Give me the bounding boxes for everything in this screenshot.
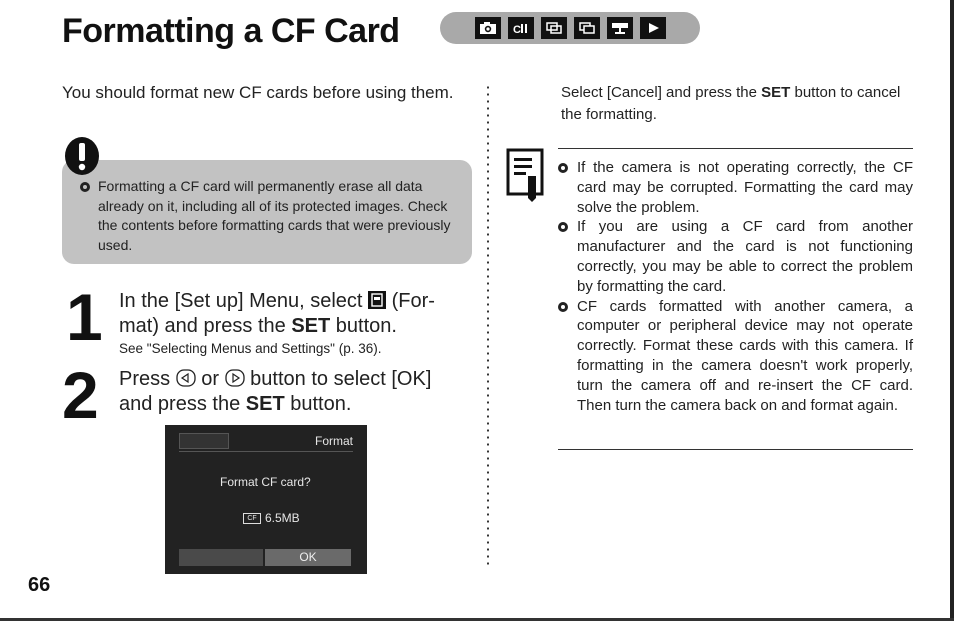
set-button-label: SET (245, 393, 285, 415)
note-item (558, 158, 913, 217)
bullet-icon (80, 182, 90, 192)
caution-text (80, 177, 462, 255)
lcd-screen-illustration (165, 425, 367, 574)
left-arrow-button-icon (176, 369, 196, 387)
page-edge-right (950, 0, 954, 621)
lcd-capacity: 6.5MB (265, 511, 300, 525)
step-1-text (119, 289, 479, 339)
lcd-menu-tabs (179, 433, 229, 449)
note-text: CF cards formatted with another camera, a computer or peripheral device may not operate correctly. Format these cards with this camera. If formatting in the camera doesn't work properly, turn the camera off and re-insert the CF card. Then turn the camera back on and format again. (577, 297, 913, 414)
step-2-text-a: Press (119, 368, 171, 390)
cancel-instruction-a: Select [Cancel] and press the (561, 84, 757, 101)
step-1-text-a: In the [Set up] Menu, select (119, 290, 363, 312)
page-number: 66 (28, 574, 51, 596)
step-2-text-b: or (201, 368, 220, 390)
step-2-text-c: button to select [OK] (250, 368, 432, 390)
note-item (558, 217, 913, 296)
step-2-number: 2 (62, 358, 99, 432)
note-text: If you are using a CF card from another manufacturer and the card is not functioning correctly, you may be able to correct the problem by formatting the card. (577, 218, 913, 295)
step-1-text-b: (For- (391, 290, 435, 312)
right-arrow-button-icon (225, 369, 245, 387)
cancel-instruction (561, 82, 921, 126)
page-title: Formatting a CF Card (62, 12, 400, 50)
column-divider (487, 84, 489, 568)
step-1-number: 1 (66, 280, 103, 354)
svg-text:C: C (512, 24, 521, 35)
notes-list (558, 158, 913, 415)
step-1-text-c: mat) and press the (119, 315, 286, 337)
stitch-assist-icon (541, 17, 567, 39)
cancel-instruction-b: button to cancel the formatting. (561, 84, 901, 123)
set-button-label: SET (291, 315, 331, 337)
note-item (558, 297, 913, 416)
caution-icon (62, 134, 102, 178)
set-button-label: SET (761, 84, 791, 101)
lcd-capacity-row (243, 511, 300, 525)
format-menu-icon (368, 291, 386, 309)
play-icon (640, 17, 666, 39)
lcd-question: Format CF card? (220, 475, 311, 489)
camera-icon (475, 17, 501, 39)
intro-text: You should format new CF cards before using them. (62, 83, 454, 102)
step-2-text (119, 367, 479, 417)
step-1-reference: See "Selecting Menus and Settings" (p. 36). (119, 341, 382, 356)
step-2-text-d: and press the (119, 393, 241, 415)
lcd-divider (179, 451, 353, 452)
note-text: If the camera is not operating correctly, the CF card may be corrupted. Formatting the card may solve the problem. (577, 159, 913, 216)
notes-bottom-rule (558, 449, 913, 450)
lcd-ok-button: OK (265, 549, 351, 566)
custom-mode-icon (508, 17, 534, 39)
lcd-cancel-button (179, 549, 263, 566)
lcd-header: Format (314, 434, 353, 448)
cf-card-icon: CF (243, 513, 261, 524)
bullet-icon (558, 163, 568, 173)
bullet-icon (558, 222, 568, 232)
memo-icon (506, 148, 544, 202)
shooting-mode-strip (440, 12, 700, 44)
bullet-icon (558, 302, 568, 312)
caution-message: Formatting a CF card will permanently erase all data already on it, including all of its protected images. Check the contents before formatting cards that were previously used. (98, 178, 451, 253)
notes-top-rule (558, 148, 913, 149)
step-2-text-e: button. (290, 393, 352, 415)
movie-icon (607, 17, 633, 39)
movie-frames-icon (574, 17, 600, 39)
step-1-text-d: button. (335, 315, 397, 337)
